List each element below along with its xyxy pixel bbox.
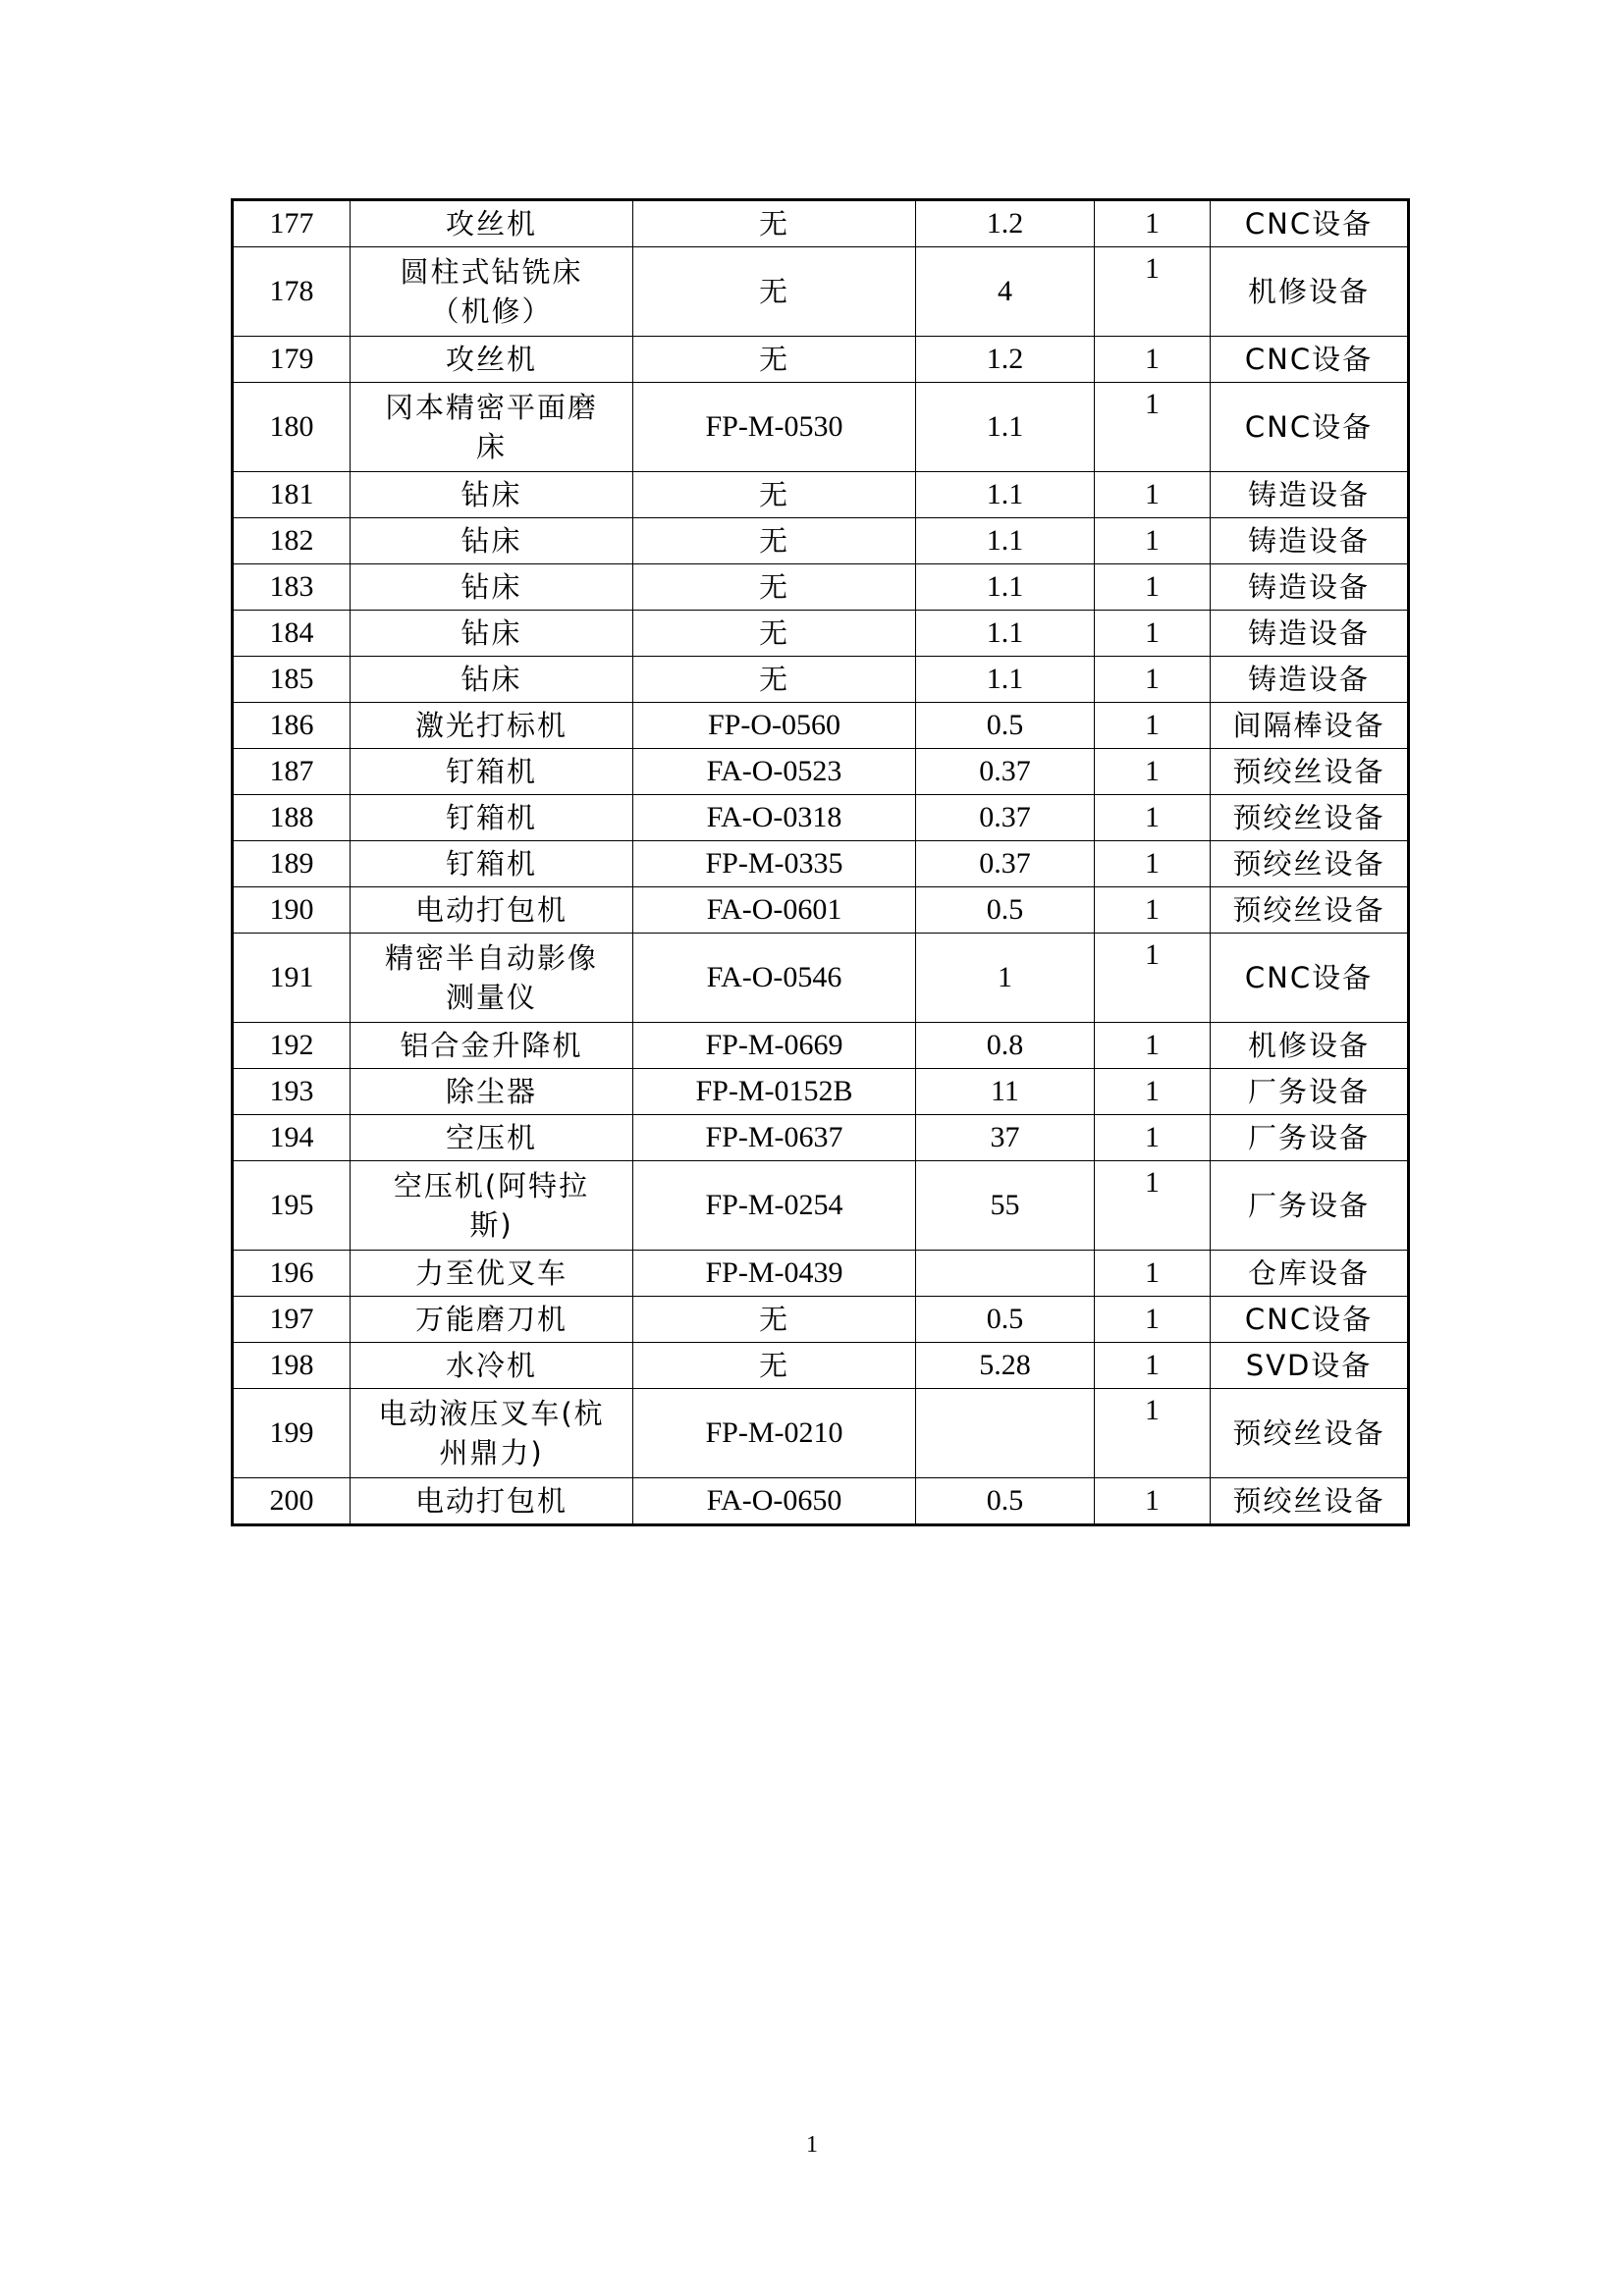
cell-equipment-code: FA-O-0523 [633, 749, 916, 795]
cell-equipment-name: 除尘器 [351, 1069, 633, 1115]
cell-equipment-code: FA-O-0546 [633, 934, 916, 1023]
cell-quantity: 1 [1095, 934, 1211, 1023]
cell-category: CNC设备 [1211, 934, 1409, 1023]
cell-number: 189 [233, 841, 351, 887]
cell-equipment-name: 冈本精密平面磨床 [351, 383, 633, 472]
table-row [233, 795, 1409, 841]
page-number: 1 [806, 2132, 818, 2158]
cell-category: CNC设备 [1211, 383, 1409, 472]
cell-number: 177 [233, 200, 351, 247]
cell-number: 185 [233, 657, 351, 703]
cell-category: 铸造设备 [1211, 611, 1409, 657]
cell-number: 195 [233, 1161, 351, 1251]
cell-category: 铸造设备 [1211, 564, 1409, 611]
cell-equipment-name: 水冷机 [351, 1343, 633, 1389]
cell-equipment-code: FP-M-0335 [633, 841, 916, 887]
cell-equipment-name: 铝合金升降机 [351, 1023, 633, 1069]
table-row [233, 472, 1409, 518]
cell-quantity: 1 [1095, 1343, 1211, 1389]
cell-power: 0.5 [916, 1297, 1095, 1343]
cell-power: 1.1 [916, 472, 1095, 518]
cell-category: 铸造设备 [1211, 472, 1409, 518]
cell-power: 1.2 [916, 337, 1095, 383]
table-row [233, 200, 1409, 247]
cell-number: 188 [233, 795, 351, 841]
table-row [233, 1251, 1409, 1297]
table-row [233, 1023, 1409, 1069]
cell-equipment-name: 钻床 [351, 472, 633, 518]
cell-category: 铸造设备 [1211, 518, 1409, 564]
equipment-table-body [233, 200, 1409, 1525]
cell-power: 0.5 [916, 703, 1095, 749]
cell-quantity: 1 [1095, 841, 1211, 887]
cell-equipment-name: 钉箱机 [351, 749, 633, 795]
cell-quantity: 1 [1095, 703, 1211, 749]
cell-quantity: 1 [1095, 337, 1211, 383]
table-row [233, 337, 1409, 383]
cell-power [916, 1389, 1095, 1478]
equipment-table-wrapper [231, 198, 1410, 1526]
cell-equipment-name: 钉箱机 [351, 841, 633, 887]
cell-category: 预绞丝设备 [1211, 1478, 1409, 1525]
cell-equipment-code: FA-O-0318 [633, 795, 916, 841]
cell-equipment-code: FP-M-0439 [633, 1251, 916, 1297]
table-row [233, 247, 1409, 337]
cell-category: 预绞丝设备 [1211, 841, 1409, 887]
cell-number: 181 [233, 472, 351, 518]
cell-equipment-code: FP-M-0210 [633, 1389, 916, 1478]
cell-equipment-name: 激光打标机 [351, 703, 633, 749]
cell-number: 186 [233, 703, 351, 749]
cell-quantity: 1 [1095, 1069, 1211, 1115]
cell-category: 铸造设备 [1211, 657, 1409, 703]
cell-equipment-code: 无 [633, 1297, 916, 1343]
cell-power: 1 [916, 934, 1095, 1023]
cell-equipment-code: FP-M-0637 [633, 1115, 916, 1161]
cell-equipment-code: FP-O-0560 [633, 703, 916, 749]
cell-quantity: 1 [1095, 383, 1211, 472]
cell-equipment-code: 无 [633, 247, 916, 337]
cell-quantity: 1 [1095, 1389, 1211, 1478]
cell-number: 197 [233, 1297, 351, 1343]
cell-number: 178 [233, 247, 351, 337]
cell-category: 间隔棒设备 [1211, 703, 1409, 749]
cell-equipment-name: 攻丝机 [351, 200, 633, 247]
cell-equipment-name: 钉箱机 [351, 795, 633, 841]
cell-equipment-code: FA-O-0601 [633, 887, 916, 934]
cell-number: 187 [233, 749, 351, 795]
cell-category: 预绞丝设备 [1211, 795, 1409, 841]
cell-power: 1.2 [916, 200, 1095, 247]
cell-equipment-name: 电动打包机 [351, 887, 633, 934]
cell-equipment-name: 电动打包机 [351, 1478, 633, 1525]
table-row [233, 841, 1409, 887]
cell-equipment-code: 无 [633, 611, 916, 657]
cell-category: 厂务设备 [1211, 1115, 1409, 1161]
table-row [233, 564, 1409, 611]
cell-power: 0.37 [916, 749, 1095, 795]
cell-power: 1.1 [916, 564, 1095, 611]
cell-equipment-name: 钻床 [351, 611, 633, 657]
cell-number: 196 [233, 1251, 351, 1297]
cell-category: SVD设备 [1211, 1343, 1409, 1389]
cell-number: 193 [233, 1069, 351, 1115]
cell-category: 机修设备 [1211, 1023, 1409, 1069]
cell-category: CNC设备 [1211, 337, 1409, 383]
cell-category: 厂务设备 [1211, 1069, 1409, 1115]
cell-quantity: 1 [1095, 749, 1211, 795]
cell-quantity: 1 [1095, 564, 1211, 611]
table-row [233, 1161, 1409, 1251]
cell-equipment-code: FA-O-0650 [633, 1478, 916, 1525]
table-row [233, 703, 1409, 749]
cell-power: 0.37 [916, 841, 1095, 887]
cell-power: 37 [916, 1115, 1095, 1161]
cell-equipment-code: 无 [633, 200, 916, 247]
cell-number: 180 [233, 383, 351, 472]
cell-quantity: 1 [1095, 1115, 1211, 1161]
cell-equipment-name: 万能磨刀机 [351, 1297, 633, 1343]
table-row [233, 1115, 1409, 1161]
table-row [233, 1297, 1409, 1343]
cell-quantity: 1 [1095, 657, 1211, 703]
table-row [233, 1389, 1409, 1478]
cell-equipment-name: 攻丝机 [351, 337, 633, 383]
cell-equipment-name: 钻床 [351, 518, 633, 564]
cell-number: 183 [233, 564, 351, 611]
cell-number: 191 [233, 934, 351, 1023]
cell-power: 5.28 [916, 1343, 1095, 1389]
table-row [233, 1069, 1409, 1115]
cell-equipment-name: 钻床 [351, 564, 633, 611]
cell-power: 1.1 [916, 383, 1095, 472]
table-row [233, 934, 1409, 1023]
cell-category: CNC设备 [1211, 1297, 1409, 1343]
cell-equipment-code: FP-M-0152B [633, 1069, 916, 1115]
cell-quantity: 1 [1095, 611, 1211, 657]
cell-equipment-code: FP-M-0669 [633, 1023, 916, 1069]
cell-equipment-name: 电动液压叉车(杭州鼎力) [351, 1389, 633, 1478]
cell-quantity: 1 [1095, 1023, 1211, 1069]
cell-category: 机修设备 [1211, 247, 1409, 337]
cell-category: 仓库设备 [1211, 1251, 1409, 1297]
cell-quantity: 1 [1095, 1251, 1211, 1297]
cell-number: 190 [233, 887, 351, 934]
cell-power: 1.1 [916, 657, 1095, 703]
cell-quantity: 1 [1095, 247, 1211, 337]
cell-equipment-code: FP-M-0254 [633, 1161, 916, 1251]
cell-equipment-code: 无 [633, 564, 916, 611]
cell-quantity: 1 [1095, 1161, 1211, 1251]
cell-power: 11 [916, 1069, 1095, 1115]
cell-equipment-name: 空压机 [351, 1115, 633, 1161]
table-row [233, 611, 1409, 657]
table-row [233, 749, 1409, 795]
cell-quantity: 1 [1095, 795, 1211, 841]
cell-quantity: 1 [1095, 887, 1211, 934]
cell-category: 预绞丝设备 [1211, 1389, 1409, 1478]
cell-power: 55 [916, 1161, 1095, 1251]
cell-quantity: 1 [1095, 1478, 1211, 1525]
cell-quantity: 1 [1095, 518, 1211, 564]
equipment-table [231, 198, 1410, 1526]
cell-equipment-code: 无 [633, 337, 916, 383]
cell-equipment-name: 空压机(阿特拉斯) [351, 1161, 633, 1251]
table-row [233, 887, 1409, 934]
cell-number: 194 [233, 1115, 351, 1161]
cell-category: 预绞丝设备 [1211, 887, 1409, 934]
cell-equipment-code: 无 [633, 657, 916, 703]
cell-number: 198 [233, 1343, 351, 1389]
cell-number: 184 [233, 611, 351, 657]
cell-category: 厂务设备 [1211, 1161, 1409, 1251]
cell-equipment-name: 圆柱式钻铣床（机修） [351, 247, 633, 337]
cell-category: CNC设备 [1211, 200, 1409, 247]
cell-category: 预绞丝设备 [1211, 749, 1409, 795]
cell-equipment-code: 无 [633, 472, 916, 518]
cell-equipment-code: 无 [633, 518, 916, 564]
cell-equipment-code: 无 [633, 1343, 916, 1389]
cell-quantity: 1 [1095, 472, 1211, 518]
cell-number: 182 [233, 518, 351, 564]
table-row [233, 383, 1409, 472]
cell-quantity: 1 [1095, 200, 1211, 247]
cell-number: 192 [233, 1023, 351, 1069]
table-row [233, 657, 1409, 703]
cell-number: 199 [233, 1389, 351, 1478]
table-row [233, 1478, 1409, 1525]
cell-power: 0.5 [916, 887, 1095, 934]
table-row [233, 518, 1409, 564]
table-row [233, 1343, 1409, 1389]
cell-power: 1.1 [916, 611, 1095, 657]
cell-number: 179 [233, 337, 351, 383]
cell-power: 0.8 [916, 1023, 1095, 1069]
cell-quantity: 1 [1095, 1297, 1211, 1343]
cell-power: 1.1 [916, 518, 1095, 564]
cell-equipment-name: 钻床 [351, 657, 633, 703]
cell-power [916, 1251, 1095, 1297]
cell-equipment-code: FP-M-0530 [633, 383, 916, 472]
cell-power: 0.37 [916, 795, 1095, 841]
cell-power: 4 [916, 247, 1095, 337]
cell-equipment-name: 精密半自动影像测量仪 [351, 934, 633, 1023]
cell-power: 0.5 [916, 1478, 1095, 1525]
cell-equipment-name: 力至优叉车 [351, 1251, 633, 1297]
cell-number: 200 [233, 1478, 351, 1525]
